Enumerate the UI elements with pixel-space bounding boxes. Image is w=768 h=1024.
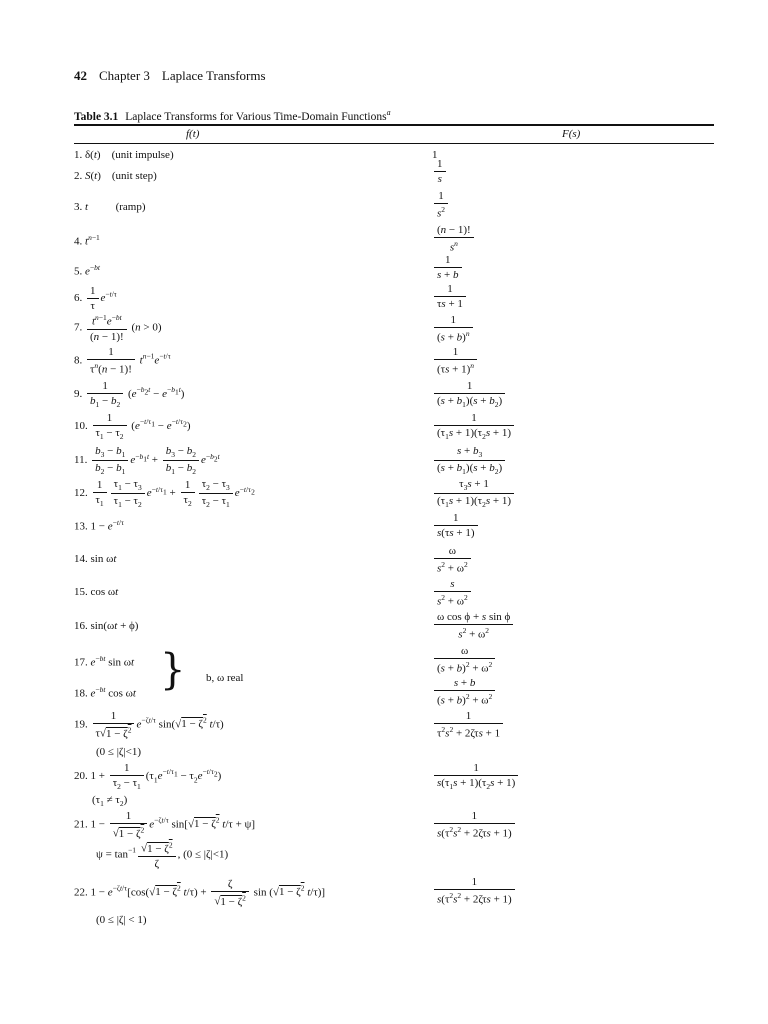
table-row: 4. $t^{n-1}$ [74,233,100,248]
transform-cell: $\frac{(n - 1)!}{s^n}$ [432,224,476,254]
transform-cell: $\frac{1}{s}$ [432,158,448,185]
table-row: 5. $e^{-bt}$ [74,263,100,278]
table-row: 12. $\frac{1}{\tau_1}$ $\frac{\tau_1 - \tau_3}{\tau_1 - \tau_2}$ $e^{-t/\tau_1}$ + $\frac{1}{\tau_2}$ $\frac{\tau_2 - \tau_3}{\tau_2 - \tau_1}$ $e^{-t/\tau_2}$ [74,478,255,510]
table-header-rule [74,143,714,144]
transform-cell: 1 [432,149,438,161]
transform-cell: $\frac{1}{s(\tau^2s^2 + 2\zeta\tau s + 1)}$ [432,876,517,906]
table-row-condition: $(\tau_1 \ne \tau_2)$ [92,794,128,809]
column-header-ft: f(t) [186,128,200,140]
transform-cell: $\frac{1}{(s + b)^n}$ [432,314,475,344]
transform-cell: $\frac{s + b}{(s + b)^2 + \omega^2}$ [432,677,497,707]
right-brace: } [160,645,186,695]
table-row-condition: $\psi = \tan^{-1}$ $\frac{√1 - \zeta^2}{\zeta}$ , (0 ≤ |ζ|<1) [96,840,229,870]
table-row: 14. sin ωt [74,553,117,565]
table-row: 21. 1 − $\frac{1}{√1 - \zeta^2}$ $e^{-\zeta t/\tau}$ $\sin[√1 - \zeta^2$ t/τ + ψ] [74,810,256,840]
table-row-condition: (0 ≤ |ζ| < 1) [96,914,147,926]
transform-cell: $\frac{1}{\tau s + 1}$ [432,283,468,310]
transform-cell: $\frac{1}{s^2}$ [432,190,450,220]
page-header [74,68,266,84]
column-header-Fs: F(s) [562,128,581,140]
table-row: 9. $\frac{1}{b_1 - b_2}$ $(e^{-b_2t} - e^{-b_1t})$ [74,380,185,410]
transform-cell: $\frac{1}{s(\tau_1s + 1)(\tau_2s + 1)}$ [432,762,520,791]
table-row-condition: (0 ≤ |ζ|<1) [96,746,142,758]
transform-cell: $\frac{1}{s + b}$ [432,254,464,281]
transform-cell: $\frac{1}{s(\tau s + 1)}$ [432,512,480,539]
chapter-label: Chapter 3 [99,68,150,83]
table-row: 20. 1 + $\frac{1}{\tau_2 - \tau_1}$ $(\tau_1e^{-t/\tau_1} - \tau_2e^{-t/\tau_2})$ [74,762,222,792]
table-row: 3. t (ramp) [74,201,146,213]
transform-cell: $\frac{s}{s^2 + \omega^2}$ [432,578,473,608]
table-row: 16. sin(ωt + ϕ) [74,620,139,632]
table-row: 13. $1 - e^{-t/\tau}$ [74,518,125,533]
table-row: 11. $\frac{b_3 - b_1}{b_2 - b_1}$ $e^{-b_1t}$ + $\frac{b_3 - b_2}{b_1 - b_2}$ $e^{-b_2t}$ [74,445,220,477]
transform-cell: $\frac{s + b_3}{(s + b_1)(s + b_2)}$ [432,445,507,476]
transform-cell: $\frac{\text{ω cos ϕ + s sin ϕ}}{s^2 + \omega^2}$ [432,611,515,641]
table-row: 22. $1 - e^{-\zeta t/\tau}[\cos(√1 - \zeta^2$ t/τ) + $\frac{\zeta}{√1 - \zeta^2}$ $\sin (√1 - \zeta^2$ t/τ)] [74,878,326,908]
table-row: 18. $e^{-bt}$ cos ωt [74,685,136,700]
table-row: 7. $\frac{t^{n-1}e^{-bt}}{(n - 1)!}$ (n > 0) [74,313,162,343]
table-row: 17. $e^{-bt}$ sin ωt [74,654,135,669]
transform-cell: $\frac{1}{(s + b_1)(s + b_2)}$ [432,380,507,409]
real-parameter-note: b, ω real [206,672,244,684]
table-row: 19. $\frac{1}{\tau√1 - \zeta^2}$ $e^{-\zeta t/\tau}$ $\sin(√1 - \zeta^2$ t/τ) [74,710,224,740]
table-row: 2. S(t) (unit step) [74,170,157,182]
table-row: 15. cos ωt [74,586,119,598]
table-caption [74,108,391,123]
page-number: 42 [74,68,87,83]
chapter-title: Laplace Transforms [161,68,266,83]
transform-cell: $\frac{1}{(\tau s + 1)^n}$ [432,346,479,376]
table-footnote-mark: a [386,108,391,117]
table-row: 1. δ(t) (unit impulse) [74,149,174,161]
table-row: 10. $\frac{1}{\tau_1 - \tau_2}$ $(e^{-t/\tau_1} - e^{-t/\tau_2})$ [74,412,191,442]
transform-cell: $\frac{\omega}{s^2 + \omega^2}$ [432,545,473,575]
transform-cell: $\frac{\tau_3s + 1}{(\tau_1s + 1)(\tau_2s + 1)}$ [432,478,516,509]
table-row: 8. $\frac{1}{\tau^n(n - 1)!}$ $t^{n-1}e^{-t/\tau}$ [74,346,171,376]
table-top-rule [74,124,714,126]
table-row: 6. $\frac{1}{\tau}$ $e^{-t/\tau}$ [74,285,117,312]
transform-cell: $\frac{1}{(\tau_1s + 1)(\tau_2s + 1)}$ [432,412,516,441]
transform-cell: $\frac{1}{s(\tau^2s^2 + 2\zeta\tau s + 1)}$ [432,810,517,840]
transform-cell: $\frac{\omega}{(s + b)^2 + \omega^2}$ [432,645,497,675]
table-label: Table 3.1 [74,110,119,123]
table-title: Laplace Transforms for Various Time-Domain Functions [125,110,387,123]
transform-cell: $\frac{1}{\tau^2s^2 + 2\zeta\tau s + 1}$ [432,710,505,740]
